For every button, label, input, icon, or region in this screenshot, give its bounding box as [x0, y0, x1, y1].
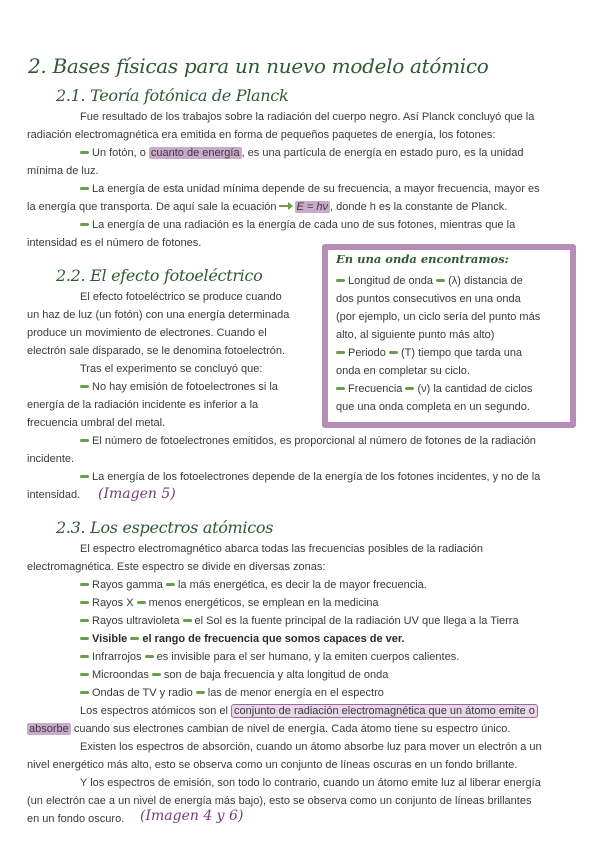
box-line-4: alto, al siguiente punto más alto) [336, 329, 495, 341]
highlight-definicion: conjunto de radiación electromagnética que un átomo emite o [231, 704, 538, 718]
text: las de menor energía en el espectro [207, 687, 384, 699]
planck-bullet-1 [80, 144, 524, 162]
dash-icon [436, 279, 445, 282]
text: el rango de frecuencia que somos capaces de ver. [142, 633, 405, 645]
dash-icon [80, 619, 89, 622]
text: Longitud de onda [348, 275, 434, 287]
espectros-p4-b: (un electrón cae a un nivel de energía más bajo), esto se observa como un conjunto de líneas brillantes [27, 795, 532, 807]
dash-icon [80, 223, 89, 226]
text: La energía de los fotoelectrones depende de la energía de los fotones incidentes, y no de la [92, 471, 541, 483]
text: No hay emisión de fotoelectrones si la [92, 381, 278, 393]
annotation-imagen-4-6: (Imagen 4 y 6) [140, 808, 244, 824]
espectros-p3-b: nivel energético más alto, esto se observa como un conjunto de líneas oscuras en un fondo brillante. [27, 759, 518, 771]
dash-icon [152, 673, 161, 676]
dash-icon [80, 583, 89, 586]
text: el Sol es la fuente principal de la radiación UV que llega a la Tierra [194, 615, 519, 627]
espectros-p2-b [27, 720, 510, 738]
dash-icon [80, 637, 89, 640]
dash-icon [196, 691, 205, 694]
text: (T) tiempo que tarda una [400, 347, 523, 359]
foto-p1-d: electrón sale disparado, se le denomina fotoelectrón. [27, 345, 286, 357]
spectrum-item-microwave [80, 666, 388, 684]
dash-icon [130, 637, 139, 640]
planck-bullet-3-cont: intensidad es el número de fotones. [27, 237, 202, 249]
dash-icon [389, 351, 398, 354]
text: es invisible para el ser humano, y la emiten cuerpos calientes. [156, 651, 460, 663]
box-title: En una onda encontramos: [336, 252, 509, 266]
dash-icon [80, 385, 89, 388]
box-line-5 [336, 344, 556, 362]
text: Rayos X [92, 597, 134, 609]
foto-bullet-2-b: incidente. [27, 453, 75, 465]
planck-bullet-2-cont [27, 198, 507, 216]
foto-bullet-3-b: intensidad. [27, 489, 81, 501]
text: , es una partícula de energía en estado puro, es la unidad [241, 147, 524, 159]
espectros-p1-b: electromagnética. Este espectro se divide en diversas zonas: [27, 561, 326, 573]
dash-icon [183, 619, 192, 622]
foto-p1-b: un haz de luz (un fotón) con una energía determinada [27, 309, 290, 321]
subsection-title-fotoelectrico: 2.2. El efecto fotoeléctrico [56, 266, 263, 285]
subsection-title-planck: 2.1. Teoría fotónica de Planck [56, 86, 289, 105]
text: Frecuencia [348, 383, 403, 395]
text: menos energéticos, se emplean en la medicina [148, 597, 379, 609]
dash-icon [80, 151, 89, 154]
text: Periodo [348, 347, 386, 359]
foto-p1: El efecto fotoeléctrico se produce cuando [80, 291, 282, 303]
text: Visible [92, 633, 128, 645]
dash-icon [80, 655, 89, 658]
box-line-6: onda en completar su ciclo. [336, 365, 470, 377]
dash-icon [336, 351, 345, 354]
text: la más energética, es decir la de mayor frecuencia. [177, 579, 427, 591]
text: Ondas de TV y radio [92, 687, 193, 699]
planck-bullet-3 [80, 216, 515, 234]
dash-icon [166, 583, 175, 586]
text: El número de fotoelectrones emitidos, es proporcional al número de fotones de la radiación [92, 435, 536, 447]
box-line-7 [336, 380, 556, 398]
text: cuando sus electrones cambian de nivel de energía. Cada átomo tiene su espectro único. [70, 723, 511, 735]
annotation-imagen-5: (Imagen 5) [98, 486, 176, 502]
spectrum-item-x [80, 594, 379, 612]
espectros-p4-c: en un fondo oscuro. [27, 813, 125, 825]
arrow-right-icon [279, 203, 293, 209]
dash-icon [405, 387, 414, 390]
text: (λ) distancia de [448, 275, 523, 287]
text: Un fotón, o [92, 147, 149, 159]
dash-icon [80, 601, 89, 604]
dash-icon [145, 655, 154, 658]
espectros-p1: El espectro electromagnético abarca todas las frecuencias posibles de la radiación [80, 543, 483, 555]
dash-icon [80, 187, 89, 190]
dash-icon [80, 439, 89, 442]
dash-icon [80, 691, 89, 694]
text: (ν) la cantidad de ciclos [417, 383, 533, 395]
foto-bullet-1-b: energía de la radiación incidente es inferior a la [27, 399, 259, 411]
highlight-absorbe: absorbe [29, 723, 69, 735]
foto-bullet-2 [80, 432, 536, 450]
foto-p2: Tras el experimento se concluyó que: [80, 363, 263, 375]
planck-intro-cont: radiación electromagnética era emitida en forma de pequeños paquetes de energía, los fotones: [27, 129, 496, 141]
text: La energía de esta unidad mínima depende de su frecuencia, a mayor frecuencia, mayor es [92, 183, 540, 195]
foto-p1-c: produce un movimiento de electrones. Cuando el [27, 327, 267, 339]
spectrum-item-gamma [80, 576, 427, 594]
planck-intro: Fue resultado de los trabajos sobre la radiación del cuerpo negro. Así Planck concluyó que la [80, 111, 535, 123]
text: Rayos ultravioleta [92, 615, 180, 627]
section-title: 2. Bases físicas para un nuevo modelo atómico [28, 54, 489, 78]
planck-bullet-1-cont: mínima de luz. [27, 165, 99, 177]
box-line-1 [336, 272, 556, 290]
foto-bullet-1 [80, 378, 278, 396]
text: Microondas [92, 669, 149, 681]
dash-icon [80, 475, 89, 478]
box-line-8: que una onda completa en un segundo. [336, 401, 530, 413]
espectros-p2 [80, 702, 538, 720]
spectrum-item-ir [80, 648, 459, 666]
planck-bullet-2 [80, 180, 540, 198]
espectros-p3: Existen los espectros de absorción, cuando un átomo absorbe luz para mover un electrón a un [80, 741, 542, 753]
box-line-2: dos puntos consecutivos en una onda [336, 293, 521, 305]
highlight-cuanto: cuanto de energía [150, 147, 240, 159]
text: , donde h es la constante de Planck. [330, 201, 508, 213]
dash-icon [336, 387, 345, 390]
spectrum-item-uv [80, 612, 519, 630]
text: la energía que transporta. De aquí sale la ecuación [27, 201, 277, 213]
dash-icon [80, 673, 89, 676]
text: La energía de una radiación es la energía de cada uno de sus fotones, mientras que la [92, 219, 516, 231]
text: Infrarrojos [92, 651, 142, 663]
espectros-p4: Y los espectros de emisión, son todo lo contrario, cuando un átomo emite luz al liberar energía [80, 777, 541, 789]
text: Los espectros atómicos son el [80, 705, 232, 717]
box-line-3: (por ejemplo, un ciclo sería del punto más [336, 311, 541, 323]
spectrum-item-radio [80, 684, 384, 702]
dash-icon [336, 279, 345, 282]
dash-icon [137, 601, 146, 604]
foto-bullet-3 [80, 468, 540, 486]
spectrum-item-visible [80, 630, 405, 648]
foto-bullet-1-c: frecuencia umbral del metal. [27, 417, 166, 429]
text: son de baja frecuencia y alta longitud de onda [163, 669, 389, 681]
text: Rayos gamma [92, 579, 163, 591]
equation-highlight: E = hν [296, 201, 328, 213]
subsection-title-espectros: 2.3. Los espectros atómicos [56, 518, 274, 537]
